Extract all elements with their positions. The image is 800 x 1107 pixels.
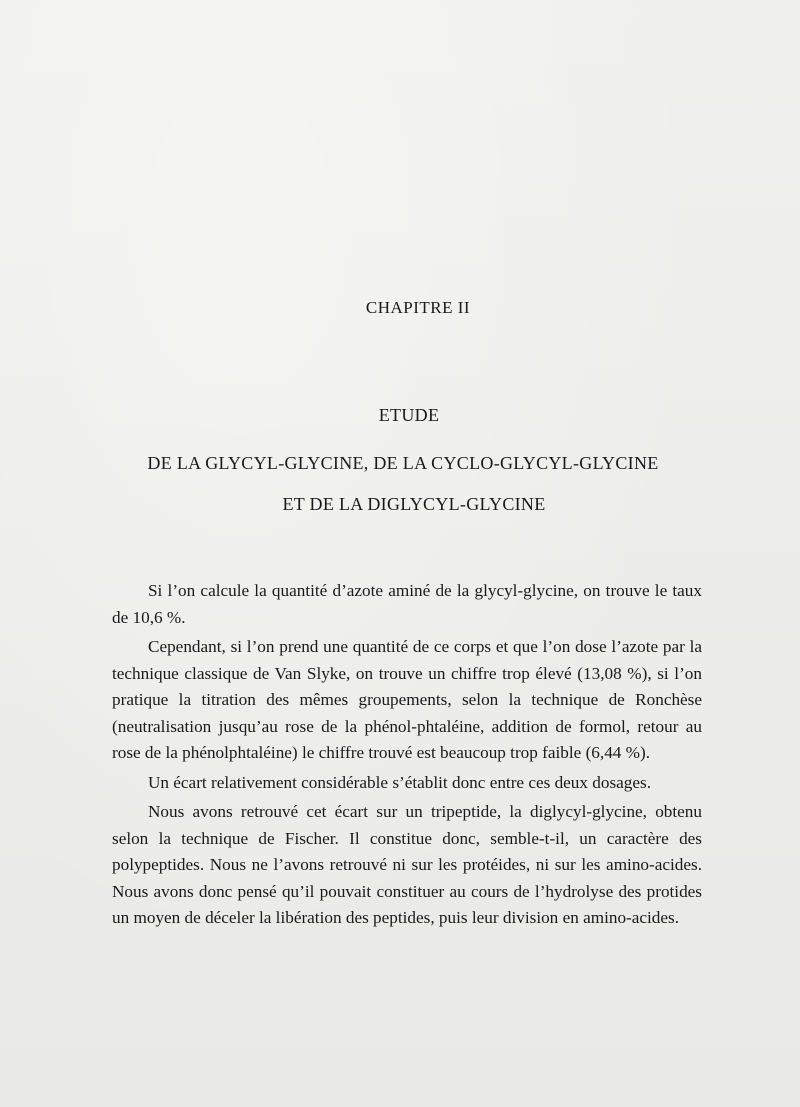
chapter-heading: CHAPITRE II [365, 298, 471, 317]
chapter-title-line-1: ETUDE [378, 405, 440, 425]
chapter-title-line-2: DE LA GLYCYL-GLYCINE, DE LA CYCLO-GLYCYL-GLYCINE [147, 453, 659, 473]
chapter-title-line-3: ET DE LA DIGLYCYL-GLYCINE [282, 494, 546, 514]
paragraph-2: Cependant, si l’on prend une quantité de ce corps et que l’on dose l’azote par la technique classique de Van Slyke, on trouve un chiffre trop élevé (13,08 %), si l’on pratique la titration des mêmes groupements, selon la technique de Ronchèse (neutralisation jusqu’au rose de la phénol-phtaléine, addition de formol, retour au rose de la phénolphtaléine) le chiffre trouvé est beaucoup trop faible (6,44 %). [112, 637, 702, 762]
paragraph-3: Un écart relativement considérable s’établit donc entre ces deux dosages. [148, 772, 652, 792]
body-text [112, 578, 702, 935]
paragraph-1: Si l’on calcule la quantité d’azote aminé de la glycyl-glycine, on trouve le taux de 10,6 %. [112, 581, 702, 627]
paragraph-4: Nous avons retrouvé cet écart sur un tripeptide, la diglycyl-glycine, obtenu selon la technique de Fischer. Il constitue donc, semble-t-il, un caractère des polypeptides. Nous ne l’avons retrouvé ni sur les protéides, ni sur les amino-acides. Nous avons donc pensé qu’il pouvait constituer au cours de l’hydrolyse des protides un moyen de déceler la libération des peptides, puis leur division en amino-acides. [112, 802, 702, 927]
